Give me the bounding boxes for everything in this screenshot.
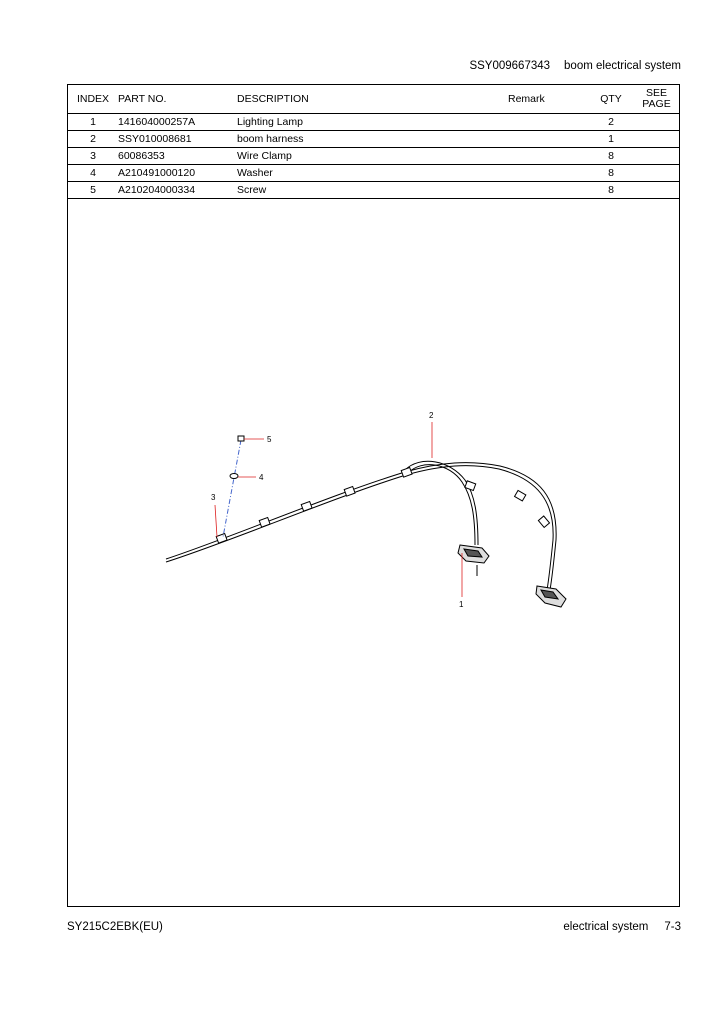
- cell-description: Screw: [237, 182, 508, 199]
- callout-leaders: [215, 422, 462, 597]
- screw-washer: [223, 436, 244, 537]
- callout-3: 3: [211, 493, 216, 502]
- col-qty: QTY: [588, 85, 634, 114]
- footer-model: SY215C2EBK(EU): [67, 921, 163, 933]
- cell-qty: 8: [588, 148, 634, 165]
- col-see-page-line1: SEE: [645, 87, 667, 99]
- cell-part-no: 141604000257A: [118, 114, 237, 131]
- cell-qty: 2: [588, 114, 634, 131]
- harness-cable: [166, 461, 556, 590]
- cell-qty: 8: [588, 182, 634, 199]
- cell-qty: 8: [588, 165, 634, 182]
- col-description: DESCRIPTION: [237, 85, 508, 114]
- cell-qty: 1: [588, 131, 634, 148]
- cell-part-no: 60086353: [118, 148, 237, 165]
- cell-description: Washer: [237, 165, 508, 182]
- cell-description: Wire Clamp: [237, 148, 508, 165]
- cell-index: 1: [68, 114, 118, 131]
- col-see-page-line2: PAGE: [642, 98, 671, 110]
- document-code: SSY009667343: [469, 60, 551, 72]
- cell-index: 5: [68, 182, 118, 199]
- cell-part-no: SSY010008681: [118, 131, 237, 148]
- callout-4: 4: [259, 473, 264, 482]
- callout-1: 1: [459, 600, 464, 609]
- footer-section: [563, 921, 681, 933]
- col-remark: Remark: [508, 85, 588, 114]
- cell-part-no: A210491000120: [118, 165, 237, 182]
- col-index: INDEX: [68, 85, 118, 114]
- document-title: boom electrical system: [564, 60, 681, 72]
- col-part-no: PART NO.: [118, 85, 237, 114]
- footer-section-name: electrical system: [563, 921, 649, 933]
- callout-5: 5: [267, 435, 272, 444]
- lighting-lamp: [458, 545, 566, 607]
- footer-page-number: 7-3: [664, 921, 681, 933]
- cell-description: boom harness: [237, 131, 508, 148]
- cell-index: 2: [68, 131, 118, 148]
- cell-description: Lighting Lamp: [237, 114, 508, 131]
- cell-part-no: A210204000334: [118, 182, 237, 199]
- cell-index: 3: [68, 148, 118, 165]
- callout-2: 2: [429, 411, 434, 420]
- cell-index: 4: [68, 165, 118, 182]
